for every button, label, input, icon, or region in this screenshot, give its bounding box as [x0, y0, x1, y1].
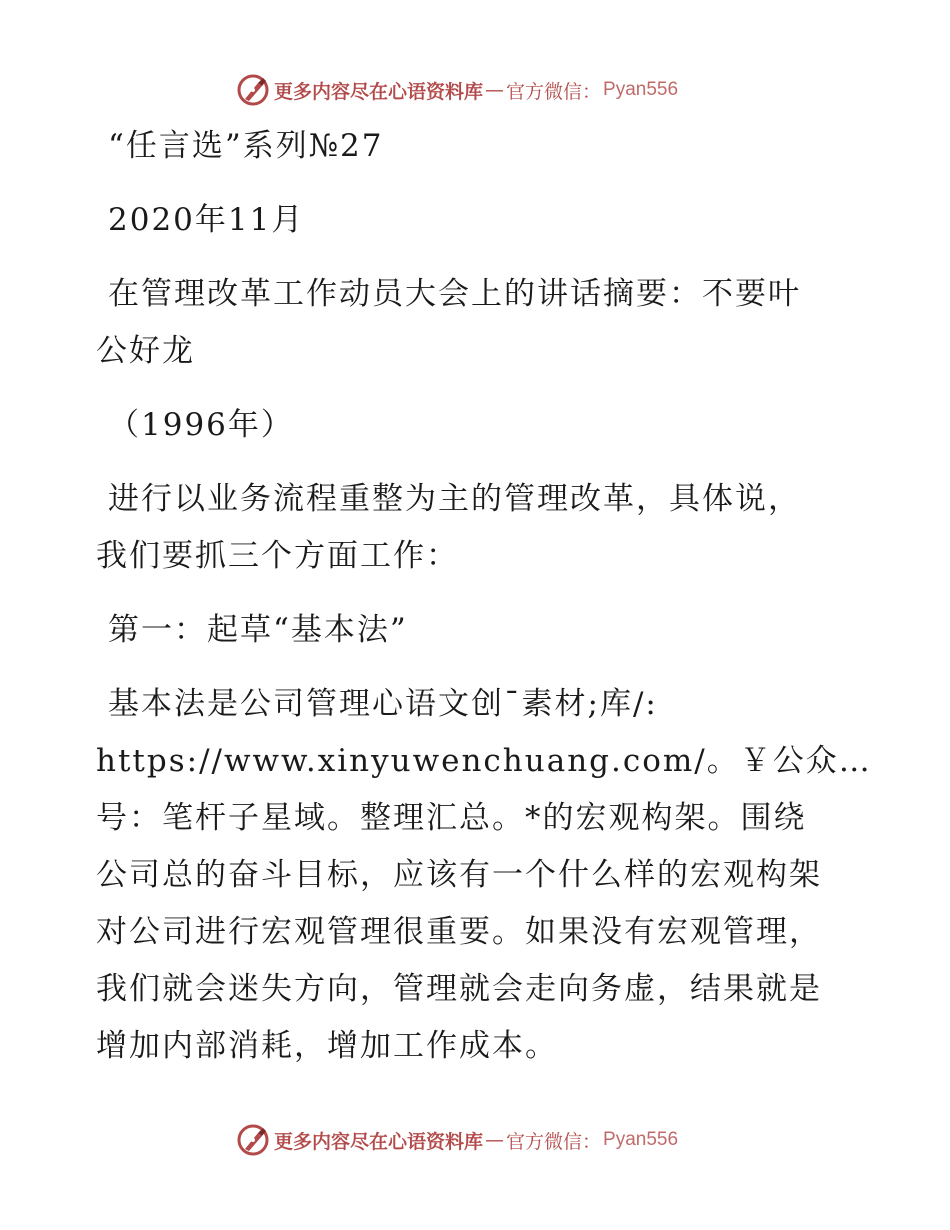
banner-slogan: 更多内容尽在心语资料库 [274, 1130, 484, 1153]
body-line: 基本法是公司管理心语文创¯素材;库/: [108, 686, 658, 722]
banner-separator: — [485, 79, 505, 101]
document-date: 2020年11月 [108, 202, 305, 238]
section-heading: 第一：起草“基本法” [108, 612, 408, 648]
speech-title-line: 公好龙 [96, 333, 195, 369]
banner-slogan: 更多内容尽在心语资料库 [274, 80, 484, 103]
pen-logo-icon [236, 73, 270, 107]
header-banner [236, 72, 716, 108]
body-line: 增加内部消耗，增加工作成本。 [96, 1028, 558, 1064]
banner-separator: — [485, 1129, 505, 1151]
body-line: 公司总的奋斗目标，应该有一个什么样的宏观构架 [96, 857, 822, 893]
pen-logo-icon [236, 1123, 270, 1157]
speech-title-line: 在管理改革工作动员大会上的讲话摘要：不要叶 [108, 276, 801, 312]
speech-year: （1996年） [108, 407, 294, 443]
intro-line: 我们要抓三个方面工作： [96, 538, 459, 574]
body-line: https://www.xinyuwenchuang.com/。￥公众… [96, 743, 872, 779]
body-line: 我们就会迷失方向，管理就会走向务虚，结果就是 [96, 971, 822, 1007]
body-line: 对公司进行宏观管理很重要。如果没有宏观管理， [96, 914, 822, 950]
banner-wechat-id: Pyan556 [603, 1129, 679, 1150]
intro-line: 进行以业务流程重整为主的管理改革，具体说， [108, 481, 801, 517]
banner-wechat-label: 官方微信： [506, 80, 602, 103]
series-title: “任言选”系列№27 [108, 128, 384, 164]
body-line: 号：笔杆子星域。整理汇总。*的宏观构架。围绕 [96, 800, 807, 836]
banner-wechat-label: 官方微信： [506, 1130, 602, 1153]
footer-banner [236, 1122, 716, 1158]
banner-wechat-id: Pyan556 [603, 79, 679, 100]
